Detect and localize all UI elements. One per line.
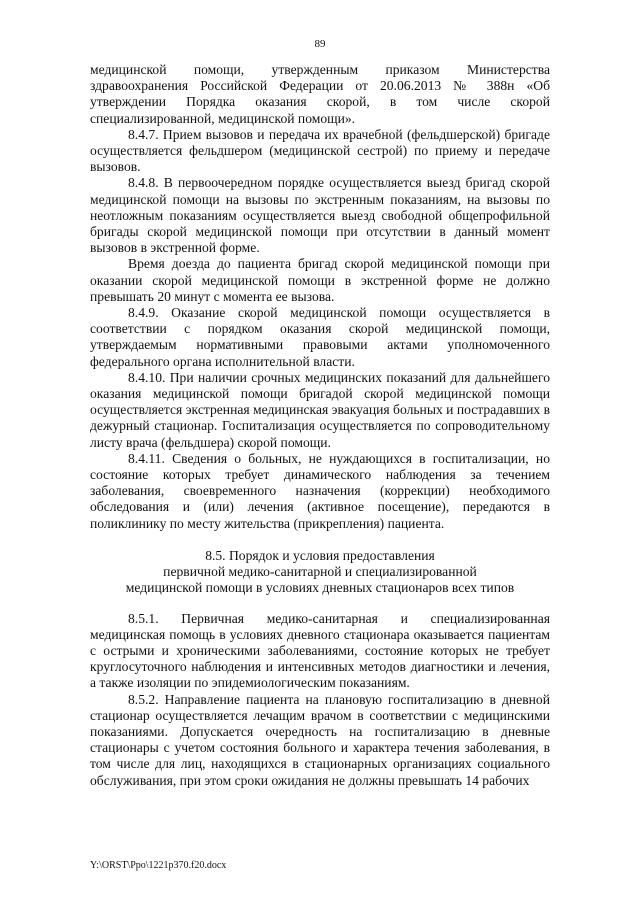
paragraph: 8.4.8. В первоочередном порядке осуществляется выезд бригад скорой медицинской помощи на вызовы по экстренным показаниям, на вызовы по неотложным показаниям осуществляется выезд свободной общепрофильной бригады скорой медицинской помощи при отсутствии в данный момент вызовов в экстренной форме. xyxy=(90,175,550,256)
paragraph: Время доезда до пациента бригад скорой медицинской помощи при оказании скорой медицинской помощи в экстренной форме не должно превышать 20 минут с момента ее вызова. xyxy=(90,256,550,304)
paragraph: 8.4.10. При наличии срочных медицинских показаний для дальнейшего оказания медицинской помощи бригадой скорой медицинской помощи осуществляется экстренная медицинская эвакуация больных и пострадавших в дежурный стационар. Госпитализация осуществляется по сопроводительному листу врача (фельдшера) скорой помощи. xyxy=(90,369,550,450)
section-heading-line: медицинской помощи в условиях дневных стационаров всех типов xyxy=(125,580,515,596)
paragraph: 8.5.2. Направление пациента на плановую госпитализацию в дневной стационар осуществляется лечащим врачом в соответствии с медицинскими показаниями. Допускается очередность на госпитализацию в дневные стационары с учетом состояния больного и характера течения заболевания, в том числе для лиц, находящихся в стационарных организациях социального обслуживания, при этом сроки ожидания не должны превышать 14 рабочих xyxy=(90,691,550,788)
section-heading xyxy=(90,548,550,597)
paragraph: 8.5.1. Первичная медико-санитарная и специализированная медицинская помощь в условиях дневного стационара оказывается пациентам с острыми и хроническими заболеваниями, состояние которых не требует круглосуточного наблюдения и интенсивных методов диагностики и лечения, а также изоляции по эпидемиологическим показаниям. xyxy=(90,610,550,691)
document-body xyxy=(90,62,550,789)
paragraph: 8.4.9. Оказание скорой медицинской помощи осуществляется в соответствии с порядком оказания скорой медицинской помощи, утверждаемым нормативными правовыми актами уполномоченного федерального органа исполнительной власти. xyxy=(90,305,550,369)
paragraph: медицинской помощи, утвержденным приказом Министерства здравоохранения Российской Федерации от 20.06.2013 № 388н «Об утверждении Порядка оказания скорой, в том числе скорой специализированной, медицинской помощи». xyxy=(90,62,550,126)
section-heading-line: 8.5. Порядок и условия предоставления xyxy=(205,547,435,563)
footer-file-path: Y:\ORST\Ppo\1221p370.f20.docx xyxy=(90,860,227,871)
paragraph: 8.4.7. Прием вызовов и передача их врачебной (фельдшерской) бригаде осуществляется фельдшером (медицинской сестрой) по приему и передаче вызовов. xyxy=(90,126,550,175)
paragraph: 8.4.11. Сведения о больных, не нуждающихся в госпитализации, но состояние которых требует динамического наблюдения за течением заболевания, своевременного назначения (коррекции) необходимого обследования и (или) лечения (активное посещение), передаются в поликлинику по месту жительства (прикрепления) пациента. xyxy=(90,450,550,531)
section-heading-line: первичной медико-санитарной и специализированной xyxy=(163,564,477,580)
page-number: 89 xyxy=(314,38,326,50)
